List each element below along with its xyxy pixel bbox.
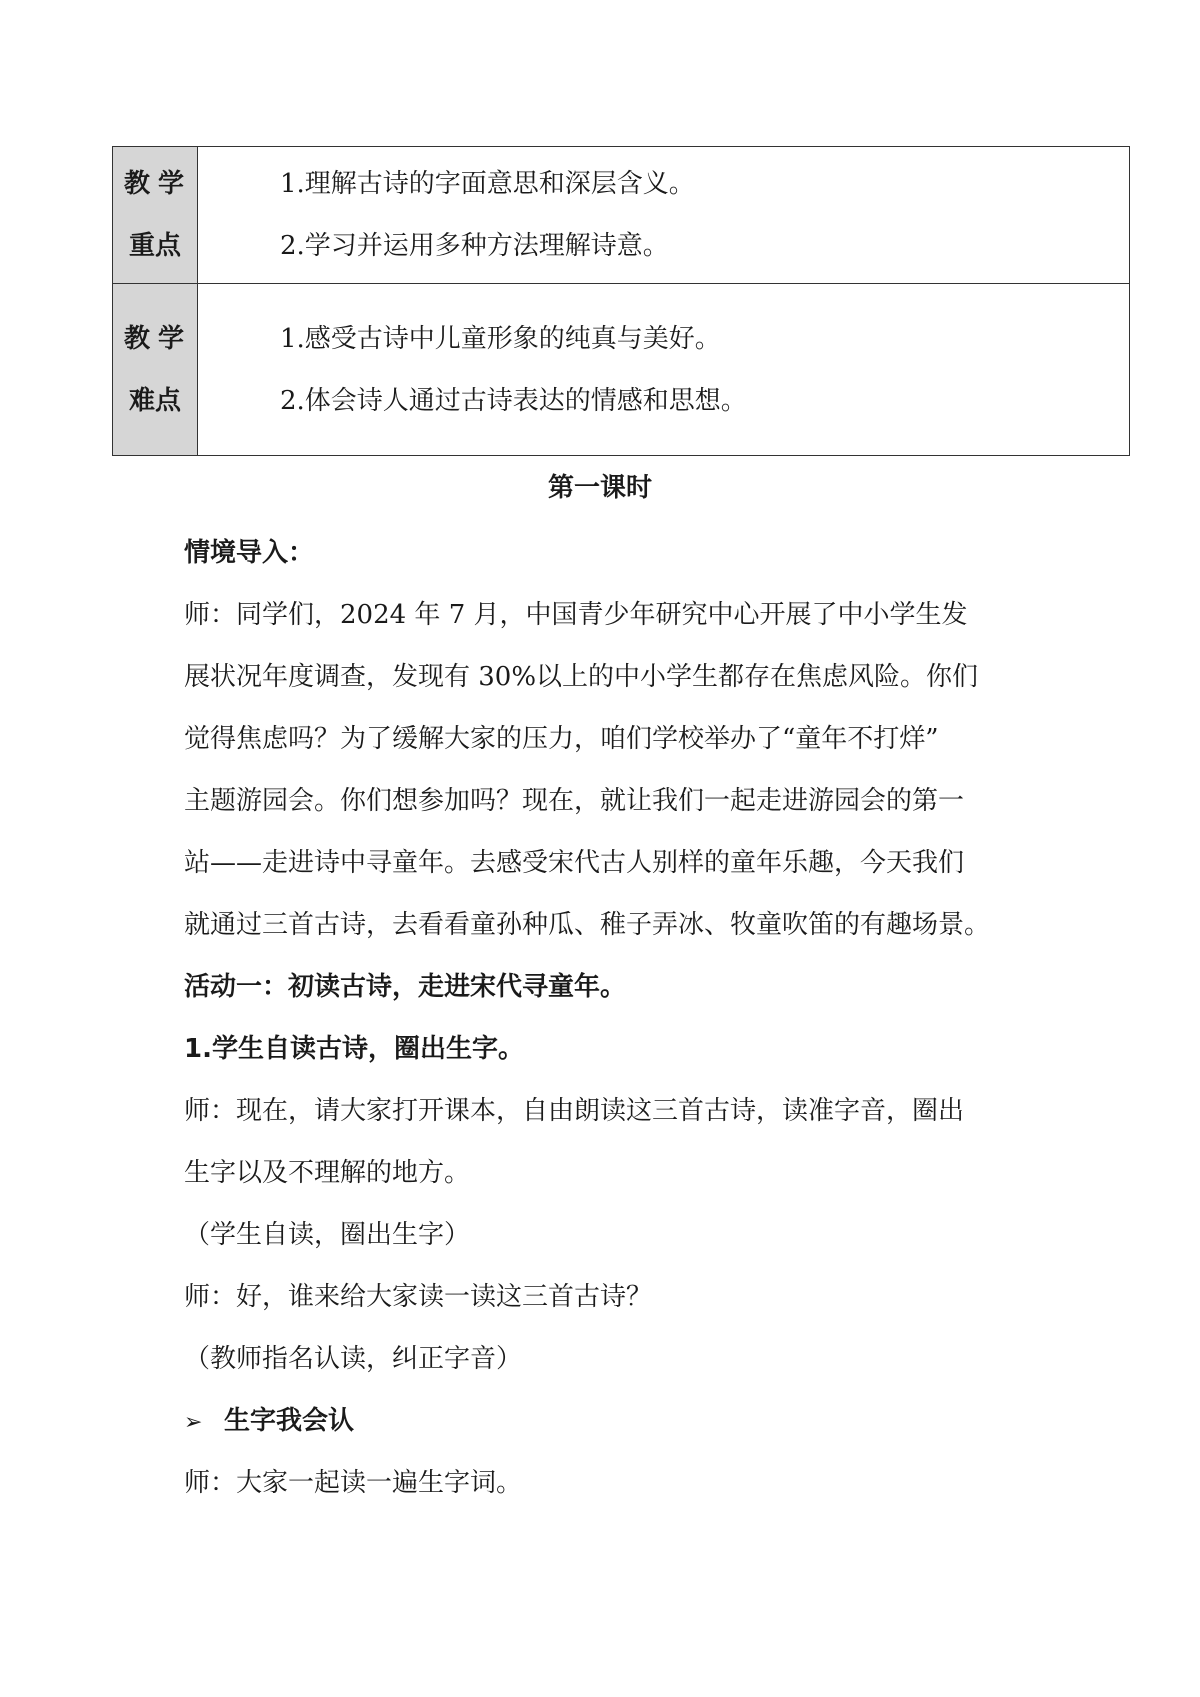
label-top: 教学 (123, 323, 192, 354)
label-bottom: 难点 (128, 385, 181, 416)
intro-heading: 情境导入： (184, 538, 315, 568)
activity-heading: 活动一：初读古诗，走进宋代寻童年。 (184, 972, 627, 1002)
lesson-title: 第一课时 (547, 473, 652, 503)
step1-line: （学生自读，圈出生字） (184, 1220, 471, 1250)
table-row-difficulties (113, 284, 1130, 456)
intro-line: 就通过三首古诗，去看看童孙种瓜、稚子弄冰、牧童吹笛的有趣场景。 (184, 910, 991, 940)
difficulty-2: 2.体会诗人通过古诗表达的情感和思想。 (280, 385, 747, 416)
step1-heading: 1.学生自读古诗，圈出生字。 (184, 1034, 524, 1064)
label-bottom: 重点 (128, 231, 181, 261)
intro-line: 展状况年度调查，发现有 30%以上的中小学生都存在焦虑风险。你们 (184, 662, 979, 692)
label-top: 教学 (123, 169, 192, 199)
bullet-item (184, 1390, 1034, 1454)
step1-line: 生字以及不理解的地方。 (184, 1158, 471, 1188)
intro-paragraph (184, 584, 1034, 956)
last-line: 师：大家一起读一遍生字词。 (184, 1468, 523, 1498)
objectives-table (112, 146, 1130, 456)
bullet-heading: 生字我会认 (224, 1406, 355, 1436)
label-cell-difficulties (113, 284, 198, 456)
key-point-1: 1.理解古诗的字面意思和深层含义。 (280, 169, 695, 199)
content-cell-key-points (198, 147, 1130, 284)
label-cell-key-points (113, 147, 198, 284)
intro-line: 师：同学们，2024 年 7 月，中国青少年研究中心开展了中小学生发 (184, 600, 968, 630)
table-row-key-points (113, 147, 1130, 284)
content-cell-difficulties (198, 284, 1130, 456)
key-point-2: 2.学习并运用多种方法理解诗意。 (280, 231, 669, 261)
step1-paragraph (184, 1080, 1034, 1390)
intro-line: 站——走进诗中寻童年。去感受宋代古人别样的童年乐趣，今天我们 (184, 848, 965, 878)
intro-line: 主题游园会。你们想参加吗？现在，就让我们一起走进游园会的第一 (184, 786, 965, 816)
step1-line: （教师指名认读，纠正字音） (184, 1344, 523, 1374)
intro-line: 觉得焦虑吗？为了缓解大家的压力，咱们学校举办了“童年不打烊” (184, 724, 939, 754)
difficulty-1: 1.感受古诗中儿童形象的纯真与美好。 (280, 323, 721, 354)
step1-line: 师：现在，请大家打开课本，自由朗读这三首古诗，读准字音，圈出 (184, 1096, 965, 1126)
arrow-bullet-icon: ➢ (184, 1410, 203, 1435)
step1-line: 师：好，谁来给大家读一读这三首古诗？ (184, 1282, 653, 1312)
